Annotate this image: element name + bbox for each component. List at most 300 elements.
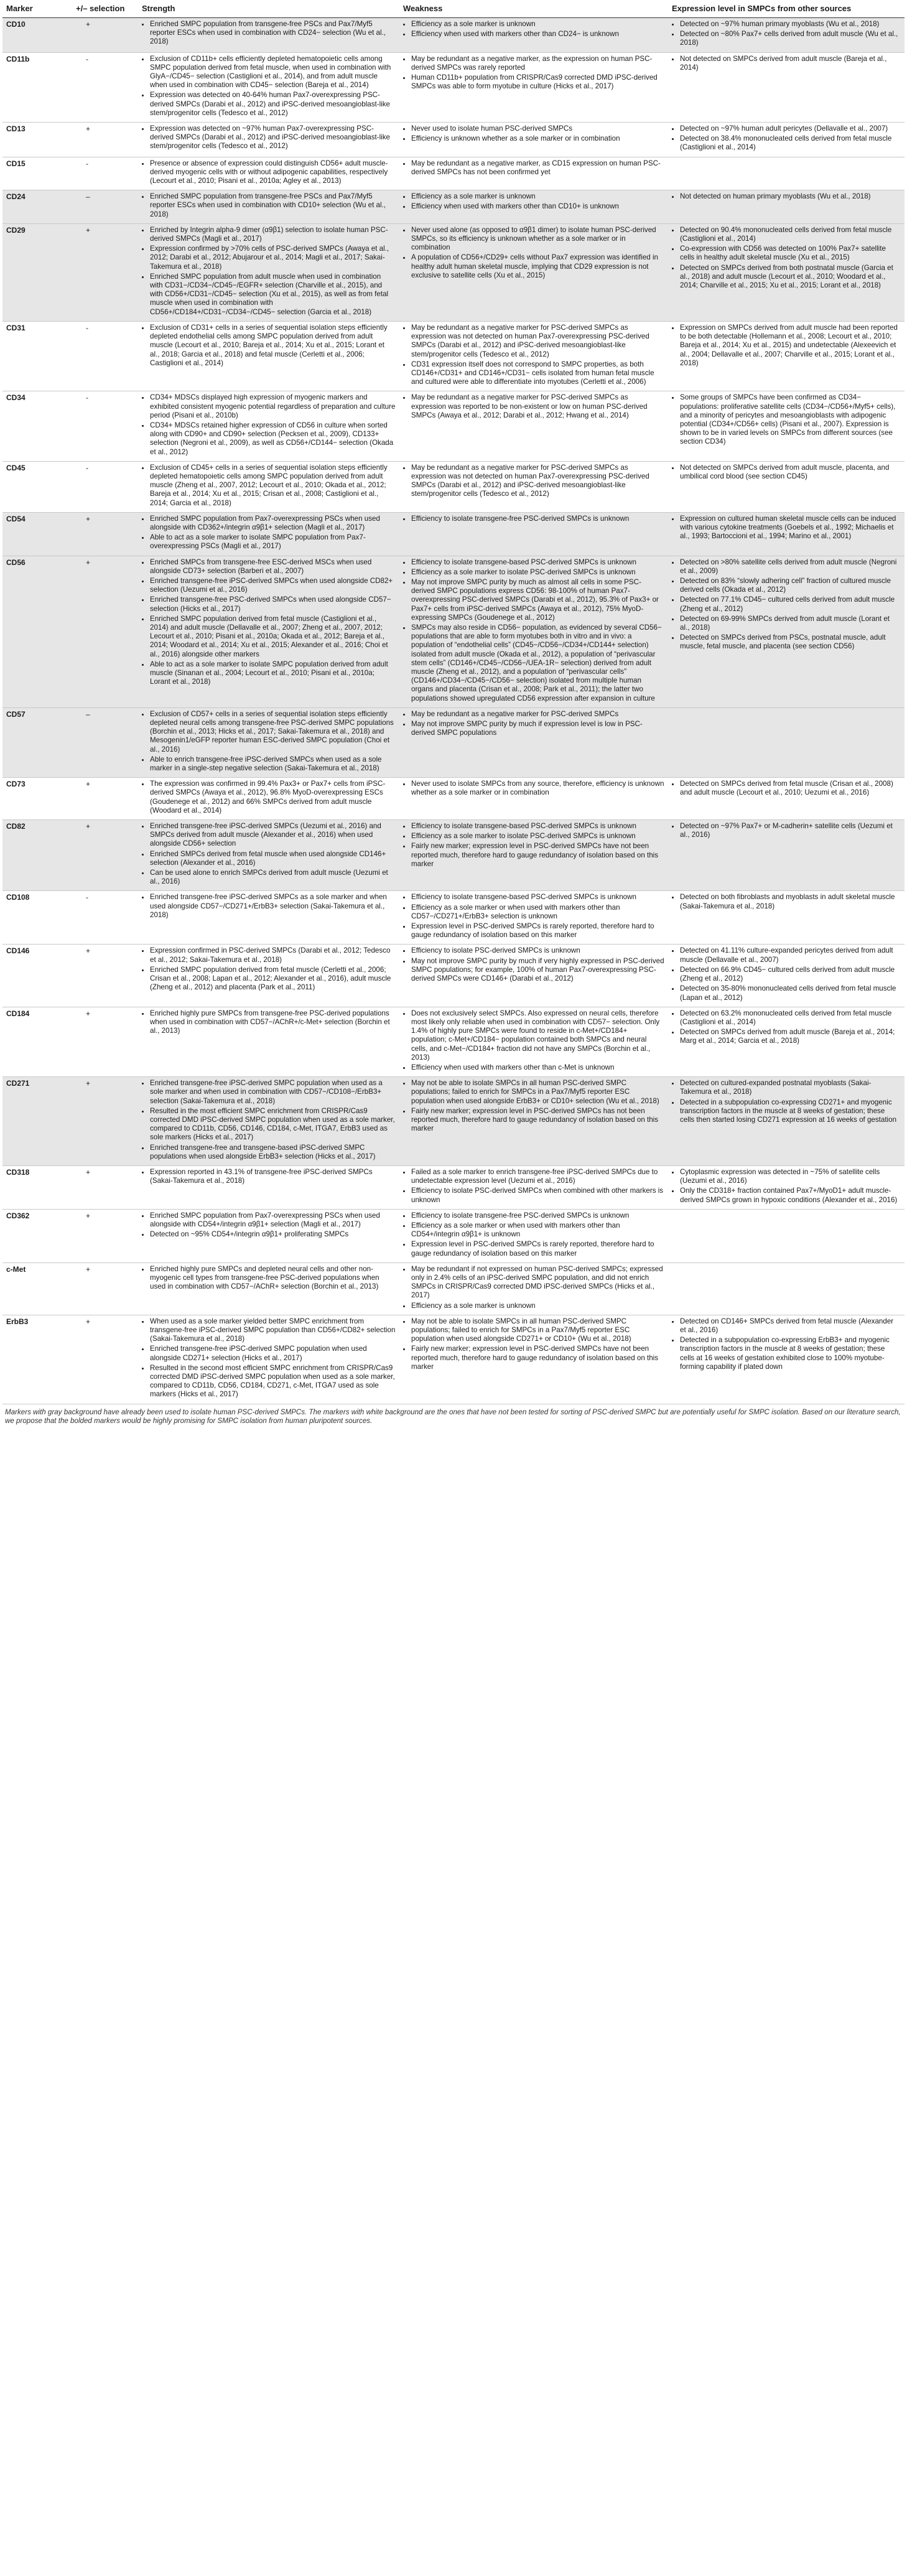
- marker-name: CD73: [2, 778, 72, 820]
- header-weakness: Weakness: [399, 0, 668, 18]
- selection-sign: +: [72, 556, 138, 707]
- expression-list: [672, 324, 901, 368]
- selection-sign: +: [72, 1262, 138, 1315]
- table-row: [2, 1209, 905, 1262]
- strength-item: • Exclusion of CD31+ cells in a series of sequential isolation steps efficiently depleted endothelial cells among SMPC population derived from adult muscle (Lecourt et al., 2010; Bareja et al., 2014; Xu et al., 2015; Lorant et al., 2018; Garcia et al., 2018) and fetal muscle (Cerletti et al., 2006; Castiglioni et al., 2014): [150, 324, 396, 368]
- table-row: [2, 1007, 905, 1076]
- weakness-item: • Never used to isolate human PSC-derived SMPCs: [411, 124, 664, 133]
- weakness-list: [403, 324, 664, 386]
- strength-cell: [138, 223, 399, 321]
- strength-cell: [138, 1007, 399, 1076]
- marker-name: CD146: [2, 945, 72, 1007]
- strength-list: [142, 1079, 396, 1161]
- marker-table: [2, 0, 905, 1404]
- strength-cell: [138, 945, 399, 1007]
- selection-sign: -: [72, 321, 138, 391]
- expression-item: • Not detected on SMPCs derived from adult muscle, placenta, and umbilical cord blood (see section CD45): [680, 464, 901, 481]
- weakness-item: • May not improve SMPC purity by much if expression level is low in PSC-derived SMPC populations: [411, 720, 664, 737]
- table-footnote: Markers with gray background have already been used to isolate human PSC-derived SMPCs. The markers with white background are the ones that have not been tested for sorting of PSC-derived SMPC but are potentially useful for SMPC isolation. Based on our literature search, we propose that the bolded markers would be highly promising for SMPC isolation from human pluripotent sources.: [5, 1407, 901, 1426]
- strength-item: • Enriched transgene-free iPSC-derived SMPCs as a sole marker and when used alongside CD57−/CD271+/ErbB3+ selection (Sakai-Takemura et al., 2018): [150, 893, 396, 920]
- strength-item: • Enriched SMPC population from adult muscle when used in combination with CD31−/CD34−/CD45−/EGFR+ selection (Charville et al., 2015), and with CD56+/CD31−/CD45− selection (Xu et al., 2015), as well as from fetal muscle when used in combination with CD56+/CD184+/CD31−/CD34−/CD45− selection (Garcia et al., 2018): [150, 273, 396, 317]
- weakness-item: • Expression level in PSC-derived SMPCs is rarely reported, therefore hard to gauge redundancy of isolation based on this marker: [411, 1240, 664, 1258]
- marker-name: CD57: [2, 707, 72, 777]
- expression-list: [672, 464, 901, 481]
- expression-cell: [668, 123, 905, 157]
- marker-name: CD45: [2, 461, 72, 512]
- strength-item: • Enriched SMPCs derived from fetal muscle when used alongside CD146+ selection (Alexander et al., 2016): [150, 850, 396, 867]
- strength-cell: [138, 1077, 399, 1166]
- weakness-cell: [399, 820, 668, 891]
- expression-item: • Detected on 66.9% CD45− cultured cells derived from adult muscle (Zheng et al., 2012): [680, 966, 901, 983]
- weakness-cell: [399, 1315, 668, 1404]
- strength-item: • Expression reported in 43.1% of transgene-free iPSC-derived SMPCs (Sakai-Takemura et al., 2018): [150, 1168, 396, 1185]
- strength-list: [142, 324, 396, 368]
- expression-cell: [668, 891, 905, 945]
- weakness-item: • Human CD11b+ population from CRISPR/Cas9 corrected DMD iPSC-derived SMPCs was able to form myotube in culture (Hicks et al., 2017): [411, 73, 664, 91]
- strength-cell: [138, 391, 399, 461]
- table-row: [2, 123, 905, 157]
- expression-list: [672, 1009, 901, 1046]
- strength-list: [142, 822, 396, 886]
- expression-list: [672, 192, 901, 201]
- weakness-cell: [399, 556, 668, 707]
- weakness-item: • May be redundant if not expressed on human PSC-derived SMPCs; expressed only in 2.4% cells of an iPSC-derived SMPC population, and did not enrich SMPCs in CRISPR/Cas9 corrected DMD iPSC-derived SMPCs (Hicks et al., 2017): [411, 1265, 664, 1300]
- weakness-list: [403, 1317, 664, 1371]
- expression-cell: [668, 18, 905, 53]
- strength-list: [142, 393, 396, 456]
- strength-list: [142, 780, 396, 815]
- strength-item: • Can be used alone to enrich SMPCs derived from adult muscle (Uezumi et al., 2016): [150, 869, 396, 886]
- expression-item: • Detected on 35-80% mononucleated cells derived from fetal muscle (Lapan et al., 2012): [680, 984, 901, 1002]
- weakness-item: • Efficiency to isolate transgene-free PSC-derived SMPCs is unknown: [411, 515, 664, 523]
- weakness-item: • Efficiency as a sole marker to isolate PSC-derived SMPCs is unknown: [411, 832, 664, 841]
- selection-sign: +: [72, 1209, 138, 1262]
- expression-item: • Expression on cultured human skeletal muscle cells can be induced with various cytokine treatments (Goebels et al., 1992; Michaelis et al., 1993; Bartoccioni et al., 1994; Marino et al., 2001): [680, 515, 901, 541]
- expression-cell: [668, 820, 905, 891]
- weakness-list: [403, 1265, 664, 1310]
- weakness-list: [403, 55, 664, 91]
- weakness-item: • Efficiency to isolate PSC-derived SMPCs is unknown: [411, 946, 664, 955]
- selection-sign: +: [72, 778, 138, 820]
- weakness-cell: [399, 391, 668, 461]
- strength-list: [142, 192, 396, 219]
- marker-name: CD15: [2, 157, 72, 190]
- weakness-item: • Expression level in PSC-derived SMPCs is rarely reported, therefore hard to gauge redundancy of isolation based on this marker: [411, 922, 664, 940]
- strength-list: [142, 515, 396, 551]
- weakness-cell: [399, 1209, 668, 1262]
- expression-cell: [668, 190, 905, 224]
- weakness-item: • May not be able to isolate SMPCs in all human PSC-derived SMPC populations; failed to enrich for SMPCs in a Pax7/Myf5 reporter ESC population when used alongside ErbB3+ or CD10+ selection (Wu et al., 2018): [411, 1079, 664, 1106]
- weakness-item: • Fairly new marker; expression level in PSC-derived SMPCs have not been reported much, therefore hard to gauge redundancy of isolation based on this marker: [411, 1345, 664, 1371]
- expression-cell: [668, 1007, 905, 1076]
- strength-list: [142, 1265, 396, 1292]
- strength-item: • Enriched transgene-free iPSC-derived SMPC population when used as a sole marker and when used in combination with CD57−/CD108−/ErbB3+ selection (Sakai-Takemura et al., 2018): [150, 1079, 396, 1106]
- strength-cell: [138, 190, 399, 224]
- strength-list: [142, 1211, 396, 1239]
- strength-item: • Able to act as a sole marker to isolate SMPC population from Pax7-overexpressing PSCs (Magli et al., 2017): [150, 533, 396, 551]
- strength-list: [142, 946, 396, 992]
- expression-item: • Detected on 69-99% SMPCs derived from adult muscle (Lorant et al., 2018): [680, 615, 901, 632]
- expression-item: • Detected on 63.2% mononucleated cells derived from fetal muscle (Castiglioni et al., 2014): [680, 1009, 901, 1027]
- strength-cell: [138, 157, 399, 190]
- weakness-item: • Fairly new marker; expression level in PSC-derived SMPCs have not been reported much, therefore hard to gauge redundancy of isolation based on this marker: [411, 842, 664, 869]
- table-row: [2, 512, 905, 556]
- strength-list: [142, 710, 396, 773]
- strength-item: • Enriched transgene-free PSC-derived SMPCs when used alongside CD57− selection (Hicks et al., 2017): [150, 595, 396, 613]
- table-row: [2, 223, 905, 321]
- expression-item: • Detected on CD146+ SMPCs derived from fetal muscle (Alexander et al., 2016): [680, 1317, 901, 1335]
- marker-name: CD34: [2, 391, 72, 461]
- expression-cell: [668, 778, 905, 820]
- expression-item: • Not detected on human primary myoblasts (Wu et al., 2018): [680, 192, 901, 201]
- selection-sign: +: [72, 945, 138, 1007]
- strength-item: • Enriched SMPC population derived from fetal muscle (Castiglioni et al., 2014) and adult muscle (Dellavalle et al., 2007; Zheng et al., 2007, 2012; Lecourt et al., 2010; Pisani et al., 2010a; Okada et al., 2012; Bareja et al., 2014; Woodard et al., 2014; Xu et al., 2015; Alexander et al., 2016; Choi et al., 2016) alongside other markers: [150, 615, 396, 659]
- table-row: [2, 1262, 905, 1315]
- weakness-item: • May be redundant as a negative marker for PSC-derived SMPCs as expression was not detected on human Pax7-overexpressing PSC-derived SMPCs (Darabi et al., 2012) and iPSC-derived mesoangioblast-like stem/progenitor cells (Tedesco et al., 2012): [411, 324, 664, 359]
- weakness-list: [403, 946, 664, 983]
- strength-item: • Enriched SMPC population derived from fetal muscle (Cerletti et al., 2006; Crisan et al., 2008; Lapan et al., 2012; Alexander et al., 2016), adult muscle (Zheng et al., 2012) and placenta (Park et al., 2011): [150, 966, 396, 992]
- header-row: [2, 0, 905, 18]
- marker-name: ErbB3: [2, 1315, 72, 1404]
- weakness-list: [403, 822, 664, 869]
- marker-name: CD271: [2, 1077, 72, 1166]
- table-row: [2, 321, 905, 391]
- marker-name: c-Met: [2, 1262, 72, 1315]
- strength-item: • Enriched by Integrin alpha-9 dimer (α9β1) selection to isolate human PSC-derived SMPCs (Magli et al., 2017): [150, 226, 396, 243]
- weakness-list: [403, 192, 664, 211]
- strength-item: • Enriched SMPC population from Pax7-overexpressing PSCs when used alongside with CD54+/integrin α9β1+ selection (Magli et al., 2017): [150, 1211, 396, 1229]
- expression-item: • Only the CD318+ fraction contained Pax7+/MyoD1+ adult muscle-derived SMPCs grown in hypoxic conditions (Alexander et al., 2016): [680, 1187, 901, 1204]
- weakness-list: [403, 464, 664, 499]
- marker-name: CD82: [2, 820, 72, 891]
- weakness-item: • Efficiency when used with markers other than CD10+ is unknown: [411, 202, 664, 211]
- selection-sign: -: [72, 391, 138, 461]
- marker-name: CD318: [2, 1165, 72, 1209]
- weakness-item: • A population of CD56+/CD29+ cells without Pax7 expression was identified in healthy adult human skeletal muscle, implying that CD29 expression is not exclusive to satellite cells (Xu et al., 2015): [411, 253, 664, 280]
- strength-list: [142, 226, 396, 317]
- weakness-item: • Efficiency to isolate transgene-based PSC-derived SMPCs is unknown: [411, 893, 664, 902]
- expression-item: • Detected on cultured-expanded postnatal myoblasts (Sakai-Takemura et al., 2018): [680, 1079, 901, 1096]
- expression-list: [672, 393, 901, 446]
- strength-list: [142, 558, 396, 687]
- strength-item: • Exclusion of CD45+ cells in a series of sequential isolation steps efficiently depleted hematopoietic cells among SMPC population derived from adult muscle (Zheng et al., 2007, 2012; Lecourt et al., 2010; Okada et al., 2012; Bareja et al., 2014; Xu et al., 2015; Crisan et al., 2008; Castiglioni et al., 2014; Garcia et al., 2018): [150, 464, 396, 508]
- weakness-list: [403, 558, 664, 703]
- weakness-cell: [399, 18, 668, 53]
- weakness-cell: [399, 1165, 668, 1209]
- selection-sign: -: [72, 461, 138, 512]
- expression-item: • Detected on 38.4% mononucleated cells derived from fetal muscle (Castiglioni et al., 2014): [680, 134, 901, 152]
- strength-item: • Enriched SMPC population from Pax7-overexpressing PSCs when used alongside with CD362+/integrin α9β1+ selection (Magli et al., 2017): [150, 515, 396, 532]
- expression-item: • Detected on ~97% human primary myoblasts (Wu et al., 2018): [680, 20, 901, 29]
- expression-list: [672, 780, 901, 797]
- strength-item: • CD34+ MDSCs displayed high expression of myogenic markers and exhibited consistent myogenic potential regardless of preparation and culture period (Pisani et al., 2010b): [150, 393, 396, 420]
- selection-sign: +: [72, 223, 138, 321]
- expression-list: [672, 124, 901, 152]
- expression-cell: [668, 1165, 905, 1209]
- marker-name: CD56: [2, 556, 72, 707]
- table-row: [2, 157, 905, 190]
- strength-item: • Resulted in the most efficient SMPC enrichment from CRISPR/Cas9 corrected DMD iPSC-derived SMPC population when used as a sole marker, compared to CD11b, CD56, CD146, CD184, c-Met, ITGA7, ErbB3 used as sole markers (Hicks et al., 2017): [150, 1107, 396, 1142]
- table-row: [2, 190, 905, 224]
- strength-item: • Exclusion of CD11b+ cells efficiently depleted hematopoietic cells among SMPC population derived from fetal muscle, when used in combination with GlyA−/CD45− selection (Castiglioni et al., 2014), and from adult muscle when used in combination with CD45− selection (Bareja et al., 2014): [150, 55, 396, 90]
- weakness-list: [403, 1009, 664, 1072]
- weakness-item: • Efficiency as a sole marker or when used with markers other than CD57−/CD271+/ErbB3+ selection is unknown: [411, 903, 664, 921]
- expression-cell: [668, 556, 905, 707]
- table-row: [2, 18, 905, 53]
- header-strength: Strength: [138, 0, 399, 18]
- weakness-cell: [399, 52, 668, 122]
- strength-cell: [138, 52, 399, 122]
- marker-name: CD31: [2, 321, 72, 391]
- strength-item: • CD34+ MDSCs retained higher expression of CD56 in culture when sorted along with CD90+ and CD90+ selection (Pecksen et al., 2009), CD133+ selection (Negroni et al., 2009), as well as CD56+/CD144− selection (Okada et al., 2012): [150, 421, 396, 457]
- weakness-item: • May be redundant as a negative marker for PSC-derived SMPCs as expression was reported to be non-existent or low on human PSC-derived SMPCs (Awaya et al., 2012; Darabi et al., 2012; Hwang et al., 2014): [411, 393, 664, 420]
- expression-item: • Expression on SMPCs derived from adult muscle had been reported to be both detectable (Hollemann et al., 2008; Lecourt et al., 2010; Bareja et al., 2014; Xu et al., 2015) and undetectable (Alexeevich et al., 2004; Dellavalle et al., 2007; Charville et al., 2015; Lorant et al., 2018): [680, 324, 901, 368]
- expression-list: [672, 822, 901, 839]
- strength-cell: [138, 778, 399, 820]
- table-row: [2, 461, 905, 512]
- weakness-list: [403, 393, 664, 420]
- strength-cell: [138, 123, 399, 157]
- selection-sign: +: [72, 123, 138, 157]
- header-selection: +/– selection: [72, 0, 138, 18]
- strength-item: • Expression confirmed in PSC-derived SMPCs (Darabi et al., 2012; Tedesco et al., 2012; Sakai-Takemura et al., 2018): [150, 946, 396, 964]
- marker-name: CD108: [2, 891, 72, 945]
- weakness-cell: [399, 190, 668, 224]
- strength-item: • Expression was detected on 40-64% human Pax7-overexpressing PSC-derived SMPCs (Darabi et al., 2012) and iPSC-derived mesoangioblast-like stem/progenitor cells (Tedesco et al., 2012): [150, 91, 396, 118]
- strength-list: [142, 893, 396, 920]
- selection-sign: –: [72, 190, 138, 224]
- weakness-item: • May be redundant as a negative marker for PSC-derived SMPCs as expression was not detected on human Pax7-overexpressing PSC-derived SMPCs (Darabi et al., 2012) and iPSC-derived mesoangioblast-like stem/progenitor cells (Tedesco et al., 2012): [411, 464, 664, 499]
- strength-item: • Enriched transgene-free iPSC-derived SMPCs when used alongside CD82+ selection (Uezumi et al., 2016): [150, 577, 396, 594]
- expression-item: • Co-expression with CD56 was detected on 100% Pax7+ satellite cells in healthy adult skeletal muscle (Xu et al., 2015): [680, 245, 901, 262]
- selection-sign: +: [72, 1315, 138, 1404]
- strength-cell: [138, 321, 399, 391]
- expression-list: [672, 20, 901, 48]
- selection-sign: +: [72, 1077, 138, 1166]
- strength-cell: [138, 1209, 399, 1262]
- weakness-item: • Efficiency to isolate transgene-based PSC-derived SMPCs is unknown: [411, 822, 664, 831]
- selection-sign: +: [72, 820, 138, 891]
- weakness-list: [403, 780, 664, 797]
- selection-sign: –: [72, 707, 138, 777]
- weakness-item: • Does not exclusively select SMPCs. Also expressed on neural cells, therefore most likely only reliable when used in combination with CD57− selection. Only 1.4% of highly pure SMPCs were found to reside in c-Met+/CD184+ population; c-Met+/CD184− population contained both SMPCs and neural cells, and c-Met−/CD184+ fraction did not have any SMPCs (Borchin et al., 2013): [411, 1009, 664, 1062]
- weakness-list: [403, 1211, 664, 1258]
- strength-list: [142, 1009, 396, 1036]
- marker-name: CD13: [2, 123, 72, 157]
- weakness-cell: [399, 123, 668, 157]
- weakness-item: • May not improve SMPC purity by much if very highly expressed in PSC-derived SMPC populations; for example, 100% of human Pax7-overexpressing PSC-derived SMPCs were CD146+ (Darabi et al., 2012): [411, 957, 664, 984]
- weakness-cell: [399, 891, 668, 945]
- weakness-item: • May be redundant as a negative marker, as the expression on human PSC-derived SMPCs was rarely reported: [411, 55, 664, 72]
- expression-item: • Detected on SMPCs derived from adult muscle (Bareja et al., 2014; Marg et al., 2014; Garcia et al., 2018): [680, 1028, 901, 1045]
- strength-cell: [138, 18, 399, 53]
- strength-item: • Enriched highly pure SMPCs from transgene-free PSC-derived populations when used in combination with CD57−/AChR+/c-Met+ selection (Borchin et al., 2013): [150, 1009, 396, 1036]
- marker-name: CD54: [2, 512, 72, 556]
- table-row: [2, 820, 905, 891]
- strength-item: • Enriched SMPC population from transgene-free PSCs and Pax7/Myf5 reporter ESCs when used in combination with CD24− selection (Wu et al., 2018): [150, 20, 396, 47]
- weakness-item: • Efficiency to isolate PSC-derived SMPCs when combined with other markers is unknown: [411, 1187, 664, 1204]
- expression-item: • Detected on ~97% human adult pericytes (Dellavalle et al., 2007): [680, 124, 901, 133]
- weakness-cell: [399, 778, 668, 820]
- expression-item: • Detected in a subpopulation co-expressing CD271+ and myogenic transcription factors in the muscle at 8 weeks of gestation; these cells then started losing CD271 expression at 16 weeks of gestation: [680, 1098, 901, 1125]
- strength-cell: [138, 512, 399, 556]
- strength-item: • Resulted in the second most efficient SMPC enrichment from CRISPR/Cas9 corrected DMD iPSC-derived SMPC population when used as a sole marker, compared to CD11b, CD56, CD184, CD271, c-Met, ITGA7 used as sole markers (Hicks et al., 2017): [150, 1364, 396, 1399]
- weakness-item: • May be redundant as a negative marker, as CD15 expression on human PSC-derived SMPCs has not been confirmed yet: [411, 159, 664, 177]
- table-row: [2, 891, 905, 945]
- weakness-item: • Failed as a sole marker to enrich transgene-free iPSC-derived SMPCs due to undetectable expression level (Uezumi et al., 2016): [411, 1168, 664, 1185]
- expression-cell: [668, 1315, 905, 1404]
- expression-list: [672, 1168, 901, 1205]
- table-row: [2, 1165, 905, 1209]
- table-row: [2, 556, 905, 707]
- weakness-item: • Never used to isolate SMPCs from any source, therefore, efficiency is unknown whether as a sole marker or in combination: [411, 780, 664, 797]
- expression-list: [672, 1079, 901, 1124]
- weakness-item: • Efficiency as a sole marker to isolate PSC-derived SMPCs is unknown: [411, 568, 664, 577]
- expression-item: • Detected on SMPCs derived from fetal muscle (Crisan et al., 2008) and adult muscle (Lecourt et al., 2010; Uezumi et al., 2016): [680, 780, 901, 797]
- expression-item: • Detected on SMPCs derived from both postnatal muscle (Garcia et al., 2018) and adult muscle (Lecourt et al., 2010; Woodard et al., 2014; Charville et al., 2015; Xu et al., 2015; Lorant et al., 2018): [680, 264, 901, 291]
- expression-item: • Detected on >80% satellite cells derived from adult muscle (Negroni et al., 2009): [680, 558, 901, 576]
- marker-name: CD184: [2, 1007, 72, 1076]
- weakness-item: • Never used alone (as opposed to α9β1 dimer) to isolate human PSC-derived SMPCs, so its efficiency is unknown whether as a sole marker or in combination: [411, 226, 664, 253]
- strength-item: • Enriched SMPCs from transgene-free ESC-derived MSCs when used alongside CD73+ selection (Barberi et al., 2007): [150, 558, 396, 576]
- marker-name: CD362: [2, 1209, 72, 1262]
- weakness-cell: [399, 707, 668, 777]
- strength-list: [142, 124, 396, 151]
- strength-item: • Enriched highly pure SMPCs and depleted neural cells and other non-myogenic cell types from transgene-free PSC-derived populations when used in combination with CD57−/AChR+ selection (Borchin et al., 2013): [150, 1265, 396, 1292]
- strength-item: • Expression confirmed by >70% cells of PSC-derived SMPCs (Awaya et al., 2012; Darabi et al., 2012; Abujarour et al., 2014; Magli et al., 2017; Sakai-Takemura et al., 2018): [150, 245, 396, 271]
- strength-cell: [138, 891, 399, 945]
- expression-item: • Detected on 90.4% mononucleated cells derived from fetal muscle (Castiglioni et al., 2014): [680, 226, 901, 243]
- weakness-list: [403, 1168, 664, 1205]
- strength-cell: [138, 556, 399, 707]
- expression-item: • Detected in a subpopulation co-expressing ErbB3+ and myogenic transcription factors in the muscle at 8 weeks of gestation; these cells at 16 weeks of gestation exhibited close to 100% myotube-forming capability if plated down: [680, 1336, 901, 1371]
- strength-item: • Enriched transgene-free iPSC-derived SMPC population when used alongside CD271+ selection (Hicks et al., 2017): [150, 1345, 396, 1362]
- weakness-cell: [399, 223, 668, 321]
- selection-sign: -: [72, 52, 138, 122]
- expression-item: • Cytoplasmic expression was detected in ~75% of satellite cells (Uezumi et al., 2016): [680, 1168, 901, 1185]
- expression-cell: [668, 223, 905, 321]
- weakness-list: [403, 515, 664, 523]
- strength-item: • The expression was confirmed in 99.4% Pax3+ or Pax7+ cells from iPSC-derived SMPCs (Awaya et al., 2012), 96.8% MyoD-overexpressing ESCs (Goudenege et al., 2012) and 66% SMPCs derived from adult muscle (Woodard et al., 2014): [150, 780, 396, 815]
- table-row: [2, 391, 905, 461]
- strength-list: [142, 55, 396, 118]
- strength-item: • Exclusion of CD57+ cells in a series of sequential isolation steps efficiently depleted neural cells among transgene-free PSC-derived SMPC populations (Borchin et al., 2013; Hicks et al., 2017; Sakai-Takemura et al., 2018) and Mesogenin1/eGFP reporter human ESC-derived SMPC population (Choi et al., 2016): [150, 710, 396, 754]
- marker-name: CD24: [2, 190, 72, 224]
- weakness-cell: [399, 512, 668, 556]
- weakness-list: [403, 893, 664, 940]
- strength-cell: [138, 1262, 399, 1315]
- strength-list: [142, 1317, 396, 1399]
- weakness-item: • Efficiency as a sole marker is unknown: [411, 192, 664, 201]
- strength-cell: [138, 461, 399, 512]
- expression-item: • Detected on ~80% Pax7+ cells derived from adult muscle (Wu et al., 2018): [680, 30, 901, 47]
- weakness-list: [403, 124, 664, 143]
- header-expression: Expression level in SMPCs from other sources: [668, 0, 905, 18]
- strength-item: • Enriched transgene-free and transgene-based iPSC-derived SMPC populations when used alongside ErbB3+ selection (Hicks et al., 2017): [150, 1144, 396, 1161]
- strength-list: [142, 1168, 396, 1185]
- strength-item: • Expression was detected on ~97% human Pax7-overexpressing PSC-derived SMPCs (Darabi et al., 2012) and iPSC-derived mesoangioblast-like stem/progenitor cells (Tedesco et al., 2012): [150, 124, 396, 151]
- strength-item: • When used as a sole marker yielded better SMPC enrichment from transgene-free iPSC-derived SMPC population than CD56+/CD82+ selection (Sakai-Takemura et al., 2018): [150, 1317, 396, 1344]
- expression-cell: [668, 1209, 905, 1262]
- weakness-cell: [399, 945, 668, 1007]
- expression-item: • Detected on both fibroblasts and myoblasts in adult skeletal muscle (Sakai-Takemura et al., 2018): [680, 893, 901, 910]
- expression-cell: [668, 52, 905, 122]
- expression-cell: [668, 707, 905, 777]
- expression-list: [672, 893, 901, 910]
- strength-item: • Presence or absence of expression could distinguish CD56+ adult muscle-derived myogenic cells with or without adipogenic capabilities, respectively (Lecourt et al., 2010; Pisani et al., 2010a; Agley et al., 2013): [150, 159, 396, 186]
- weakness-list: [403, 710, 664, 738]
- expression-list: [672, 1317, 901, 1371]
- weakness-cell: [399, 321, 668, 391]
- table-row: [2, 945, 905, 1007]
- marker-name: CD11b: [2, 52, 72, 122]
- weakness-item: • Efficiency when used with markers other than CD24− is unknown: [411, 30, 664, 39]
- table-body: [2, 18, 905, 1404]
- weakness-cell: [399, 461, 668, 512]
- weakness-item: • Fairly new marker; expression level in PSC-derived SMPCs has not been reported much, therefore hard to gauge redundancy of isolation based on this marker: [411, 1107, 664, 1134]
- weakness-item: • May not be able to isolate SMPCs in all human PSC-derived SMPC populations; failed to enrich for SMPCs in a Pax7/Myf5 reporter ESC population when used alongside CD271+ or CD10+ (Wu et al., 2018): [411, 1317, 664, 1344]
- selection-sign: +: [72, 18, 138, 53]
- weakness-cell: [399, 1007, 668, 1076]
- marker-name: CD10: [2, 18, 72, 53]
- strength-item: • Able to act as a sole marker to isolate SMPC population derived from adult muscle (Sinanan et al., 2004; Lecourt et al., 2010; Pisani et al., 2010a; Lorant et al., 2018): [150, 660, 396, 687]
- table-row: [2, 1315, 905, 1404]
- expression-cell: [668, 1077, 905, 1166]
- expression-list: [672, 226, 901, 290]
- strength-item: • Enriched SMPC population from transgene-free PSCs and Pax7/Myf5 reporter ESCs when used in combination with CD10+ selection (Wu et al., 2018): [150, 192, 396, 219]
- selection-sign: -: [72, 157, 138, 190]
- expression-item: • Detected on 41.11% culture-expanded pericytes derived from adult muscle (Dellavalle et al., 2007): [680, 946, 901, 964]
- strength-list: [142, 20, 396, 47]
- expression-list: [672, 55, 901, 72]
- weakness-list: [403, 226, 664, 280]
- weakness-item: • May be redundant as a negative marker for PSC-derived SMPCs: [411, 710, 664, 719]
- strength-cell: [138, 1315, 399, 1404]
- expression-item: • Some groups of SMPCs have been confirmed as CD34− populations: proliferative satellite cells (CD34−/CD56+/Myf5+ cells), and a minority of pericytes and mesoangioblasts with adipogenic potential (CD34+/CD56+ cells) (Pisani et al., 2007). Expression is shown to be in varied levels on SMPCs from different sources (see section CD34): [680, 393, 901, 446]
- weakness-item: • Efficiency is unknown whether as a sole marker or in combination: [411, 134, 664, 143]
- weakness-cell: [399, 1262, 668, 1315]
- weakness-list: [403, 20, 664, 39]
- weakness-item: • Efficiency as a sole marker is unknown: [411, 1302, 664, 1310]
- weakness-item: • Efficiency as a sole marker is unknown: [411, 20, 664, 29]
- table-row: [2, 778, 905, 820]
- expression-cell: [668, 1262, 905, 1315]
- weakness-cell: [399, 157, 668, 190]
- selection-sign: +: [72, 1165, 138, 1209]
- weakness-item: • SMPCs may also reside in CD56− population, as evidenced by several CD56− populations that are able to form myotubes both in vitro and in vivo: a population of “endothelial cells” (CD45−/CD56−/CD34+/CD144+ selection) isolated from adult muscle (Okada et al., 2012), a population of “perivascular stem cells” (CD146+/CD45−/CD56−/UEA-1R− selection) derived from adult muscle (Zheng et al., 2012), and a population of “perivascular cells” (CD146+/CD34−/CD45−/CD56− selection) isolated from multiple human organs and placenta (Crisan et al., 2008; Park et al., 2011); the latter two populations showed upregulated CD56 expression after expansion in culture: [411, 623, 664, 703]
- expression-cell: [668, 391, 905, 461]
- expression-cell: [668, 512, 905, 556]
- table-row: [2, 52, 905, 122]
- table-row: [2, 1077, 905, 1166]
- weakness-cell: [399, 1077, 668, 1166]
- expression-item: • Not detected on SMPCs derived from adult muscle (Bareja et al., 2014): [680, 55, 901, 72]
- strength-cell: [138, 820, 399, 891]
- expression-cell: [668, 945, 905, 1007]
- strength-list: [142, 464, 396, 508]
- expression-list: [672, 558, 901, 651]
- weakness-item: • Efficiency as a sole marker or when used with markers other than CD54+/integrin α9β1+ is unknown: [411, 1221, 664, 1239]
- strength-cell: [138, 1165, 399, 1209]
- weakness-item: • May not improve SMPC purity by much as almost all cells in some PSC-derived SMPC populations express CD56: 98-100% of human Pax7-overexpressing PSC-derived SMPCs (Darabi et al., 2012), 95.3% of Pax3+ or Pax7+ cells from iPSC-derived SMPCs (Awaya et al., 2012), 75% MyoD-expressing SMPCs (Goudenege et al., 2012): [411, 578, 664, 622]
- weakness-item: • CD31 expression itself does not correspond to SMPC properties, as both CD146+/CD31+ and CD146+/CD31− cells isolated from human fetal muscle and cultured were able to differentiate into myotubes (Cerletti et al., 2006): [411, 360, 664, 387]
- expression-cell: [668, 461, 905, 512]
- weakness-item: • Efficiency when used with markers other than c-Met is unknown: [411, 1063, 664, 1072]
- strength-item: • Able to enrich transgene-free iPSC-derived SMPCs when used as a sole marker in a single-step negative selection (Sakai-Takemura et al., 2018): [150, 755, 396, 773]
- header-marker: Marker: [2, 0, 72, 18]
- weakness-list: [403, 159, 664, 177]
- strength-item: • Enriched transgene-free iPSC-derived SMPCs (Uezumi et al., 2016) and SMPCs derived from adult muscle (Alexander et al., 2016) when used alongside CD56+ selection: [150, 822, 396, 849]
